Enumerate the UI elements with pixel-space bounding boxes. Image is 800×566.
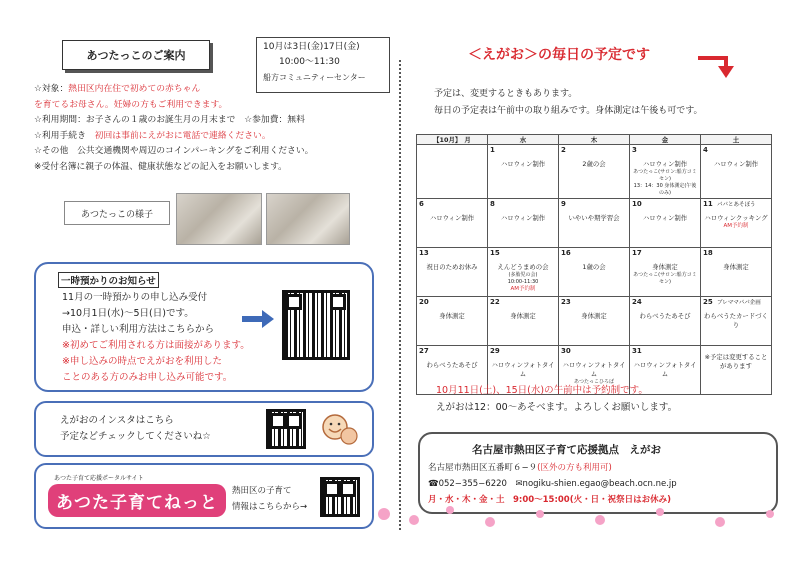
reservation-badge: AM予約制 bbox=[510, 286, 536, 292]
left-title: あつたっこのご案内 bbox=[62, 40, 210, 70]
email-address[interactable]: ✉nogiku-shien.egao@beach.ocn.ne.jp bbox=[515, 479, 677, 489]
day-event-sub: あつたっこひろば bbox=[573, 379, 614, 385]
temp-care-title: 一時預かりのお知らせ bbox=[58, 272, 159, 288]
day-extra-label: パパとあそぼう bbox=[717, 202, 756, 208]
calendar-table bbox=[416, 134, 772, 395]
day-number: 24 bbox=[632, 298, 642, 306]
procedure-text: 初回は事前にえがおに電話で連絡ください。 bbox=[94, 130, 271, 141]
reception-note: ※受付名簿に親子の体温、健康状態などの記入をお願いします。 bbox=[34, 161, 287, 172]
day-event: ハロウィンフォトタイム bbox=[491, 361, 555, 378]
day-number: 31 bbox=[632, 347, 642, 355]
calendar-day-cell bbox=[701, 199, 772, 248]
day-event: 1歳の会 bbox=[582, 263, 606, 271]
schedule-place: 船方コミュニティーセンター bbox=[263, 73, 366, 82]
day-event-sub: 13：14：30 身体測定(午後のみ) bbox=[633, 183, 697, 196]
day-event-sub: 10:00-11:30 bbox=[507, 279, 539, 285]
target-text: 熱田区内在住で初めての赤ちゃん bbox=[68, 84, 201, 94]
day-event: ハロウィンクッキング bbox=[704, 214, 768, 222]
calendar-day-cell bbox=[417, 145, 488, 199]
reservation-badge: AM予約制 bbox=[723, 223, 749, 229]
qr-code-instagram[interactable] bbox=[266, 409, 306, 449]
calendar-day-cell bbox=[559, 145, 630, 199]
day-event-sub: あつたっこ(サロン:船方コミセン) bbox=[633, 169, 697, 182]
day-event: ※予定は変更することがあります bbox=[704, 353, 768, 370]
day-event: ハロウィン制作 bbox=[713, 160, 759, 168]
day-number: 23 bbox=[561, 298, 571, 306]
calendar-day-cell bbox=[630, 145, 701, 199]
day-event: 身体測定 bbox=[439, 312, 465, 320]
day-event: ハロウィンフォトタイム bbox=[633, 361, 697, 378]
page-divider bbox=[399, 60, 401, 530]
calendar-day-cell bbox=[417, 248, 488, 297]
insta-line1: えがおのインスタはこちら bbox=[60, 415, 174, 426]
note-line2: 毎日の予定表は午前中の取り組みです。身体測定は午後も可です。 bbox=[434, 106, 703, 116]
qr-code-temp-care[interactable] bbox=[282, 290, 350, 360]
schedule-dates: 10月は3日(金)17日(金) bbox=[263, 42, 360, 52]
insta-line2: 予定などチェックしてくださいね☆ bbox=[60, 431, 211, 442]
smiling-face-icon bbox=[320, 411, 358, 449]
calendar-day-cell bbox=[417, 199, 488, 248]
usage-period: ☆利用期間：お子さんの１歳のお誕生月の月末まで ☆参加費：無料 bbox=[34, 115, 305, 125]
photo-label: あつたっこの様子 bbox=[64, 201, 170, 225]
day-event: えんどうまめの会 bbox=[497, 263, 549, 271]
day-number: 30 bbox=[561, 347, 571, 355]
portal-line1: 熱田区の子育て bbox=[232, 486, 292, 496]
day-event: ハロウィンフォトタイム bbox=[562, 361, 626, 378]
day-number: 17 bbox=[632, 249, 642, 257]
calendar-day-cell bbox=[488, 199, 559, 248]
center-address-note: (区外の方も利用可) bbox=[537, 463, 612, 473]
calendar-day-cell bbox=[630, 297, 701, 346]
right-title: ＜えがお＞の毎日の予定です bbox=[468, 47, 650, 63]
calendar-header: 木 bbox=[559, 135, 630, 145]
calendar-day-cell bbox=[701, 346, 772, 395]
temp-care-red3: ことのある方のみお申し込み可能です。 bbox=[62, 372, 233, 383]
portal-box bbox=[34, 463, 374, 529]
portal-logo[interactable]: あつた子育てねっと bbox=[48, 484, 226, 517]
day-number: 10 bbox=[632, 200, 642, 208]
calendar-day-cell bbox=[488, 297, 559, 346]
phone-number[interactable]: ☎052−355−6220 bbox=[428, 479, 507, 489]
day-number: 29 bbox=[490, 347, 500, 355]
calendar-day-cell bbox=[630, 199, 701, 248]
day-event: 身体測定 bbox=[581, 312, 607, 320]
calendar-day-cell bbox=[488, 248, 559, 297]
calendar-week-row bbox=[417, 199, 772, 248]
day-number: 2 bbox=[561, 146, 566, 154]
qr-code-portal[interactable] bbox=[320, 477, 360, 517]
day-number: 6 bbox=[419, 200, 424, 208]
calendar-day-cell bbox=[701, 297, 772, 346]
opening-hours: 月・水・木・金・土 9:00〜15:00(火・日・祝祭日はお休み) bbox=[428, 495, 671, 505]
calendar-week-row bbox=[417, 248, 772, 297]
day-number: 9 bbox=[561, 200, 566, 208]
calendar-week-row bbox=[417, 297, 772, 346]
temp-care-line1: 11月の一時預かりの申し込み受付 bbox=[62, 292, 208, 303]
day-number: 1 bbox=[490, 146, 495, 154]
day-number: 18 bbox=[703, 249, 713, 257]
day-event: わらべうたカードづくり bbox=[704, 312, 768, 329]
day-event-sub: (多胎児の会) bbox=[508, 272, 538, 278]
calendar-day-cell bbox=[701, 145, 772, 199]
day-event: ハロウィン制作 bbox=[429, 214, 475, 222]
instagram-box bbox=[34, 401, 374, 457]
temporary-care-box bbox=[34, 262, 374, 392]
day-event: わらべうたあそび bbox=[639, 312, 691, 320]
calendar-day-cell bbox=[488, 145, 559, 199]
day-event: ハロウィン制作 bbox=[642, 214, 688, 222]
temp-care-red1: ※初めてご利用される方は面接があります。 bbox=[62, 340, 250, 351]
calendar-day-cell bbox=[630, 248, 701, 297]
center-address: 名古屋市熱田区五番町６−９ bbox=[428, 463, 538, 473]
calendar-day-cell bbox=[701, 248, 772, 297]
reservation-notice: 10月11日(土)、15日(水)の午前中は予約制です。 bbox=[436, 385, 648, 396]
day-event: ハロウィン制作 bbox=[500, 214, 546, 222]
day-number: 13 bbox=[419, 249, 429, 257]
day-event: ハロウィン制作 bbox=[500, 160, 546, 168]
day-event: ハロウィン制作 bbox=[642, 160, 688, 168]
day-event: わらべうたあそび bbox=[426, 361, 478, 369]
target-label: ☆対象： bbox=[34, 84, 69, 94]
day-number: 20 bbox=[419, 298, 429, 306]
day-number: 3 bbox=[632, 146, 637, 154]
temp-care-line2: →10月1日(水)〜5日(日)です。 bbox=[62, 308, 194, 319]
flower-decoration-icon bbox=[370, 500, 790, 530]
calendar-header: 水 bbox=[488, 135, 559, 145]
calendar-day-cell bbox=[559, 248, 630, 297]
center-name: 名古屋市熱田区子育て応援拠点 えがお bbox=[472, 444, 661, 456]
day-number: 4 bbox=[703, 146, 708, 154]
target-text-2: を育てるお母さん。妊婦の方もご利用できます。 bbox=[34, 99, 228, 110]
arrow-down-right-icon bbox=[696, 52, 740, 80]
portal-line2: 情報はこちらから→ bbox=[232, 502, 308, 512]
play-notice: えがおは12：00〜あそべます。よろしくお願いします。 bbox=[436, 402, 678, 413]
note-line1: 予定は、変更するときもあります。 bbox=[434, 89, 578, 99]
calendar-day-cell bbox=[559, 297, 630, 346]
activity-photo-1 bbox=[176, 193, 262, 245]
day-event: 身体測定 bbox=[652, 263, 678, 271]
day-number: 15 bbox=[490, 249, 500, 257]
calendar-header: 【10月】 月 bbox=[417, 135, 488, 145]
day-number: 25 bbox=[703, 298, 713, 306]
temp-care-line3: 申込・詳しい利用方法はこちらから bbox=[62, 324, 215, 335]
activity-photo-2 bbox=[266, 193, 350, 245]
day-event: 身体測定 bbox=[723, 263, 749, 271]
calendar-week-row bbox=[417, 145, 772, 199]
calendar-header: 金 bbox=[630, 135, 701, 145]
day-number: 22 bbox=[490, 298, 500, 306]
calendar-day-cell bbox=[417, 297, 488, 346]
day-number: 27 bbox=[419, 347, 429, 355]
day-number: 8 bbox=[490, 200, 495, 208]
atsutakko-info bbox=[34, 82, 374, 175]
day-event: 2歳の会 bbox=[582, 160, 606, 168]
other-info: ☆その他 公共交通機関や周辺のコインパーキングをご利用ください。 bbox=[34, 146, 314, 156]
calendar-day-cell bbox=[559, 199, 630, 248]
day-event-sub: あつたっこ(サロン:船方コミセン) bbox=[633, 272, 697, 285]
day-extra-label: ブレママパパ企画 bbox=[717, 300, 761, 306]
day-event: 祝日のためお休み bbox=[426, 263, 478, 271]
arrow-right-icon bbox=[242, 310, 274, 328]
temp-care-red2: ※申し込みの時点でえがおを利用した bbox=[62, 356, 222, 367]
day-event: 身体測定 bbox=[510, 312, 536, 320]
procedure-label: ☆利用手続き bbox=[34, 130, 95, 141]
day-event: いやいや期学習会 bbox=[568, 214, 620, 222]
day-number: 16 bbox=[561, 249, 571, 257]
schedule-time: 10:00〜11:30 bbox=[279, 57, 340, 67]
portal-small-text: あつた子育て応援ポータルサイト bbox=[54, 475, 144, 482]
day-number: 11 bbox=[703, 200, 713, 208]
calendar-header: 土 bbox=[701, 135, 772, 145]
